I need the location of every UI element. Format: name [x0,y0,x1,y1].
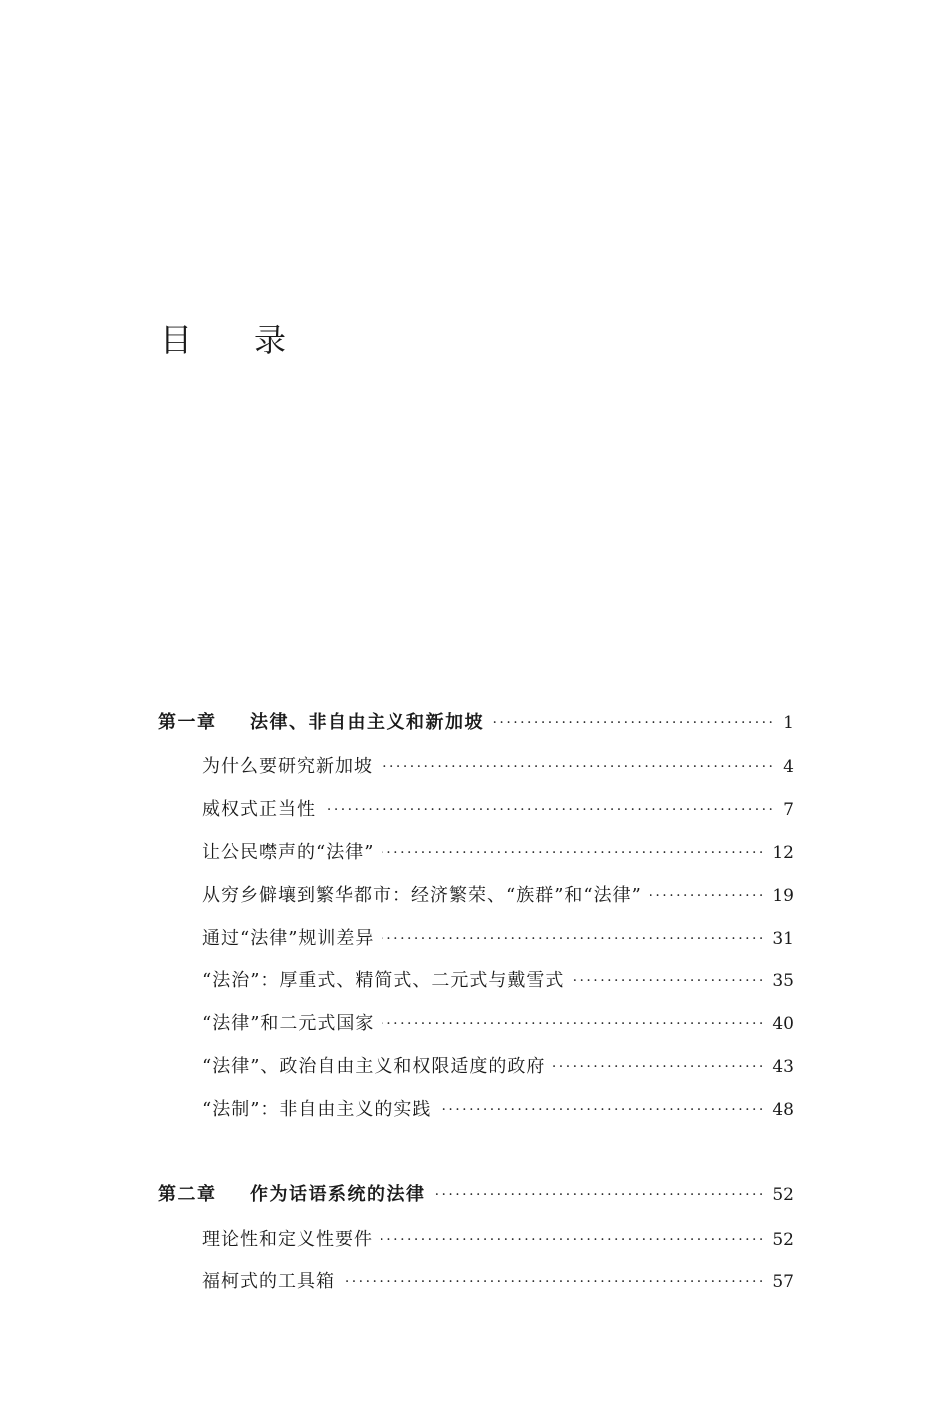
chapter-title: 法律、非自由主义和新加坡 [250,712,484,733]
dot-leader [381,757,772,777]
toc-section[interactable] [202,795,794,825]
section-title: “法律”、政治自由主义和权限适度的政府 [202,1056,546,1077]
page-number: 40 [772,1014,794,1034]
dot-leader [382,1014,762,1034]
dot-leader [572,971,762,991]
chapter-number: 第二章 [158,1184,217,1205]
title-char-1: 目 [160,321,193,359]
page-number: 35 [772,971,794,991]
section-title: 通过“法律”规训差异 [202,928,375,949]
dot-leader [343,1272,762,1292]
toc-chapter-2[interactable] [158,1180,794,1210]
toc-section[interactable] [202,1095,794,1125]
dot-leader [650,886,763,906]
section-title: “法制”：非自由主义的实践 [202,1099,432,1120]
page-title [160,320,286,360]
section-title: 威权式正当性 [202,799,316,820]
chapter-number: 第一章 [158,712,217,733]
page-number: 52 [772,1230,794,1250]
dot-leader [382,843,762,863]
dot-leader [434,1185,763,1205]
page-number: 1 [783,713,794,733]
dot-leader [553,1057,762,1077]
page-number: 31 [772,929,794,949]
toc-section[interactable] [202,881,794,911]
page-number: 52 [772,1185,794,1205]
section-title: 福柯式的工具箱 [202,1271,335,1292]
section-title: “法律”和二元式国家 [202,1013,375,1034]
toc-section[interactable] [202,1009,794,1039]
toc-section[interactable] [202,752,794,782]
page-number: 12 [772,843,794,863]
section-title: 从穷乡僻壤到繁华都市：经济繁荣、“族群”和“法律” [202,885,642,906]
dot-leader [324,800,772,820]
toc-section[interactable] [202,838,794,868]
title-char-2: 录 [254,321,287,359]
page-number: 4 [783,757,794,777]
toc-section[interactable] [202,966,794,996]
toc-section[interactable] [202,1225,794,1255]
toc-section[interactable] [202,924,794,954]
section-title: “法治”：厚重式、精简式、二元式与戴雪式 [202,970,565,991]
section-title: 让公民噤声的“法律” [202,842,375,863]
page-number: 57 [772,1272,794,1292]
page-number: 19 [772,886,794,906]
page-number: 7 [783,800,794,820]
page-number: 43 [772,1057,794,1077]
chapter-title: 作为话语系统的法律 [250,1184,426,1205]
toc-chapter-1[interactable] [158,708,794,738]
section-title: 理论性和定义性要件 [202,1229,373,1250]
toc-section[interactable] [202,1267,794,1297]
dot-leader [382,929,762,949]
dot-leader [492,713,772,733]
page-number: 48 [772,1100,794,1120]
toc-section[interactable] [202,1052,794,1082]
section-title: 为什么要研究新加坡 [202,756,373,777]
dot-leader [381,1230,762,1250]
dot-leader [439,1100,762,1120]
